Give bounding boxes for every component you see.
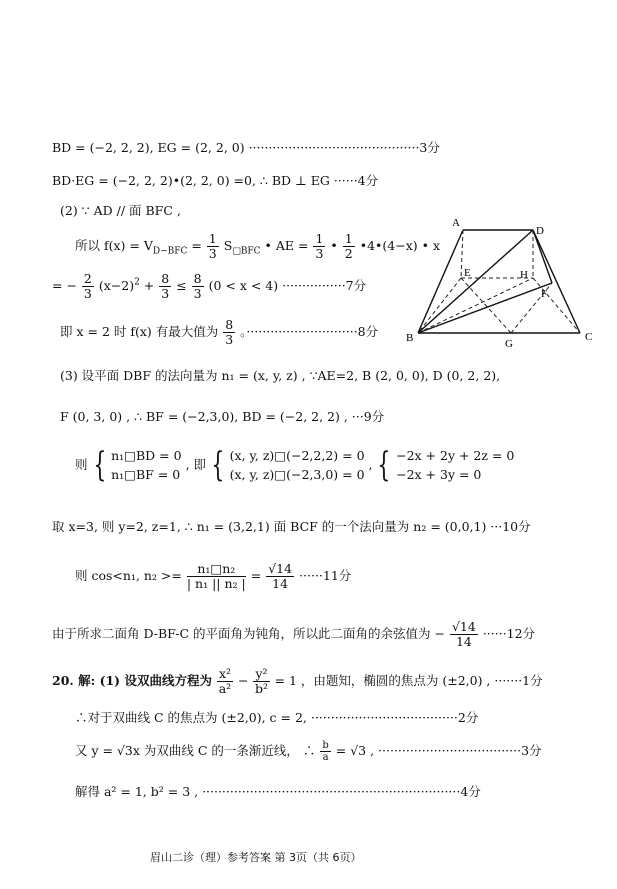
sys-row: n₁□BF = 0: [111, 467, 181, 483]
fraction-y2-b2: [253, 667, 269, 696]
line-vectors-bf-bd: F (0, 3, 0) , ∴ BF = (−2,3,0), BD = (−2, 2, 2) , ···9分: [60, 409, 385, 424]
volume-tail: •4•(4−x) • x: [359, 237, 441, 253]
line-vectors: BD = (−2, 2, 2), EG = (2, 2, 0) ···········································3分: [52, 140, 440, 155]
line-cosine: [75, 562, 351, 591]
square-term: (x−2): [98, 277, 135, 293]
line-focus: ∴对于双曲线 C 的焦点为 (±2,0), c = 2, ·····································2分: [75, 710, 479, 725]
volume-sub: D−BFC: [152, 246, 188, 257]
frac-num: 8: [193, 271, 202, 286]
eq-sign: =: [250, 567, 266, 583]
sys-row: (x, y, z)□(−2,3,0) = 0: [229, 467, 365, 483]
plus-sign: +: [143, 277, 159, 293]
dot-op: •: [330, 237, 342, 253]
frac-num: √14: [268, 561, 293, 576]
fraction-eight-thirds-b: [192, 272, 204, 301]
fraction-answer: [450, 620, 478, 649]
frac-num: b: [322, 740, 329, 751]
page-footer: 眉山二诊（理）参考答案 第 3页（共 6页）: [150, 851, 362, 864]
line-volume-bound: [52, 272, 366, 301]
leq-sign: ≤: [176, 277, 191, 293]
brace: {: [211, 445, 225, 486]
then-text: 则: [75, 456, 88, 472]
system-linear: [396, 446, 514, 485]
frac-den: 3: [83, 285, 92, 301]
fraction-one-third: [207, 232, 219, 261]
system-normal: [111, 446, 181, 485]
frac-num: y²: [255, 666, 268, 681]
frac-den: 2: [344, 245, 353, 261]
times-ae: • AE =: [264, 237, 313, 253]
frac-num: 8: [225, 317, 234, 332]
line-normal-vectors: 取 x=3, 则 y=2, z=1, ∴ n₁ = (3,2,1) 面 BCF 的一个法向量为 n₂ = (0,0,1) ···10分: [52, 519, 531, 534]
line-volume-formula: [75, 232, 440, 261]
line-dot-product: BD·EG = (−2, 2, 2)•(2, 2, 0) =0, ∴ BD ⊥ EG ······4分: [52, 173, 379, 188]
line-equation-systems: [75, 446, 514, 485]
frac-den: a: [322, 752, 329, 763]
frac-den: 14: [455, 633, 472, 649]
max-text: 即 x = 2 时 f(x) 有最大值为: [60, 323, 219, 339]
brace: {: [92, 445, 106, 486]
frac-den: 3: [161, 285, 170, 301]
frac-den: 14: [272, 575, 289, 591]
p20-text: 20. 解: (1) 设双曲线方程为: [52, 672, 212, 688]
line-asymptote: [75, 740, 542, 763]
system-coords: [230, 446, 365, 485]
line-part3-intro: (3) 设平面 DBF 的法向量为 n₁ = (x, y, z) , ∵AE=2, B (2, 0, 0), D (0, 2, 2),: [60, 368, 501, 383]
area-sub: □BFC: [232, 246, 261, 257]
max-score: 。····························8分: [240, 323, 379, 339]
minus-sign: −: [237, 672, 253, 688]
comma: ,: [368, 456, 377, 472]
sys-row: −2x + 3y = 0: [396, 467, 482, 483]
domain-score: (0 < x < 4) ················7分: [208, 277, 367, 293]
line-max-value: [60, 318, 378, 347]
neg-sign: = −: [52, 277, 77, 293]
cos-score: ······11分: [299, 567, 352, 583]
asym-rest: = √3 , ····································3分: [335, 743, 542, 758]
label-D: D: [536, 225, 544, 237]
frac-num: n₁□n₂: [187, 562, 246, 577]
frac-den: 3: [208, 245, 217, 261]
fraction-max: [223, 318, 235, 347]
fraction-cosine: [187, 562, 246, 591]
frac-num: x²: [218, 666, 231, 681]
sys-row: (x, y, z)□(−2,2,2) = 0: [229, 448, 365, 463]
volume-lhs: 所以 f(x) = V: [75, 237, 153, 253]
fraction-two-thirds: [82, 272, 94, 301]
sys-row: n₁□BD = 0: [111, 448, 182, 463]
fraction-x2-a2: [217, 667, 233, 696]
p20-rest: = 1 ，由题知，椭圆的焦点为 (±2,0) , ·······1分: [274, 672, 543, 688]
asym-text: 又 y = √3x 为双曲线 C 的一条渐近线， ∴: [75, 743, 316, 758]
label-F: F: [541, 288, 548, 300]
label-A: A: [452, 217, 460, 229]
frac-num: 1: [315, 231, 324, 246]
brace: {: [377, 445, 391, 486]
frac-den: a²: [218, 680, 232, 696]
fraction-b-a: [320, 740, 330, 763]
cos-text: 则 cos<n₁, n₂ >=: [75, 567, 182, 583]
answer-score: ······12分: [482, 625, 536, 641]
label-G: G: [505, 338, 513, 350]
answer-text: 由于所求二面角 D-BF-C 的平面角为钝角，所以此二面角的余弦值为 −: [52, 625, 445, 641]
frac-num: √14: [451, 619, 476, 634]
frac-num: 2: [83, 271, 92, 286]
eq-sign: =: [187, 237, 206, 253]
label-E: E: [464, 267, 471, 279]
line-dihedral-answer: [52, 620, 535, 649]
frac-num: 1: [208, 231, 217, 246]
frac-num: 1: [344, 231, 353, 246]
fraction-sqrt14: [266, 562, 294, 591]
ie-text: , 即: [185, 456, 207, 472]
frac-den: 3: [193, 285, 202, 301]
fraction-eight-thirds: [159, 272, 171, 301]
square-exp: 2: [134, 277, 140, 288]
line-problem20: [52, 667, 543, 696]
line-part2-intro: (2) ∵ AD // 面 BFC ,: [60, 203, 181, 218]
frac-num: 8: [161, 271, 170, 286]
frac-den: 3: [225, 331, 234, 347]
line-solution: 解得 a² = 1, b² = 3 , ·································································4分: [75, 784, 481, 799]
frac-den: | n₁ || n₂ |: [186, 575, 246, 591]
fraction-one-half: [343, 232, 355, 261]
label-H: H: [520, 269, 528, 281]
fraction-one-third-b: [313, 232, 325, 261]
frac-den: 3: [315, 245, 324, 261]
sys-row: −2x + 2y + 2z = 0: [396, 448, 515, 463]
label-C: C: [585, 331, 593, 343]
frac-den: b²: [254, 680, 268, 696]
area-symbol: S: [223, 237, 233, 253]
label-B: B: [406, 332, 414, 344]
